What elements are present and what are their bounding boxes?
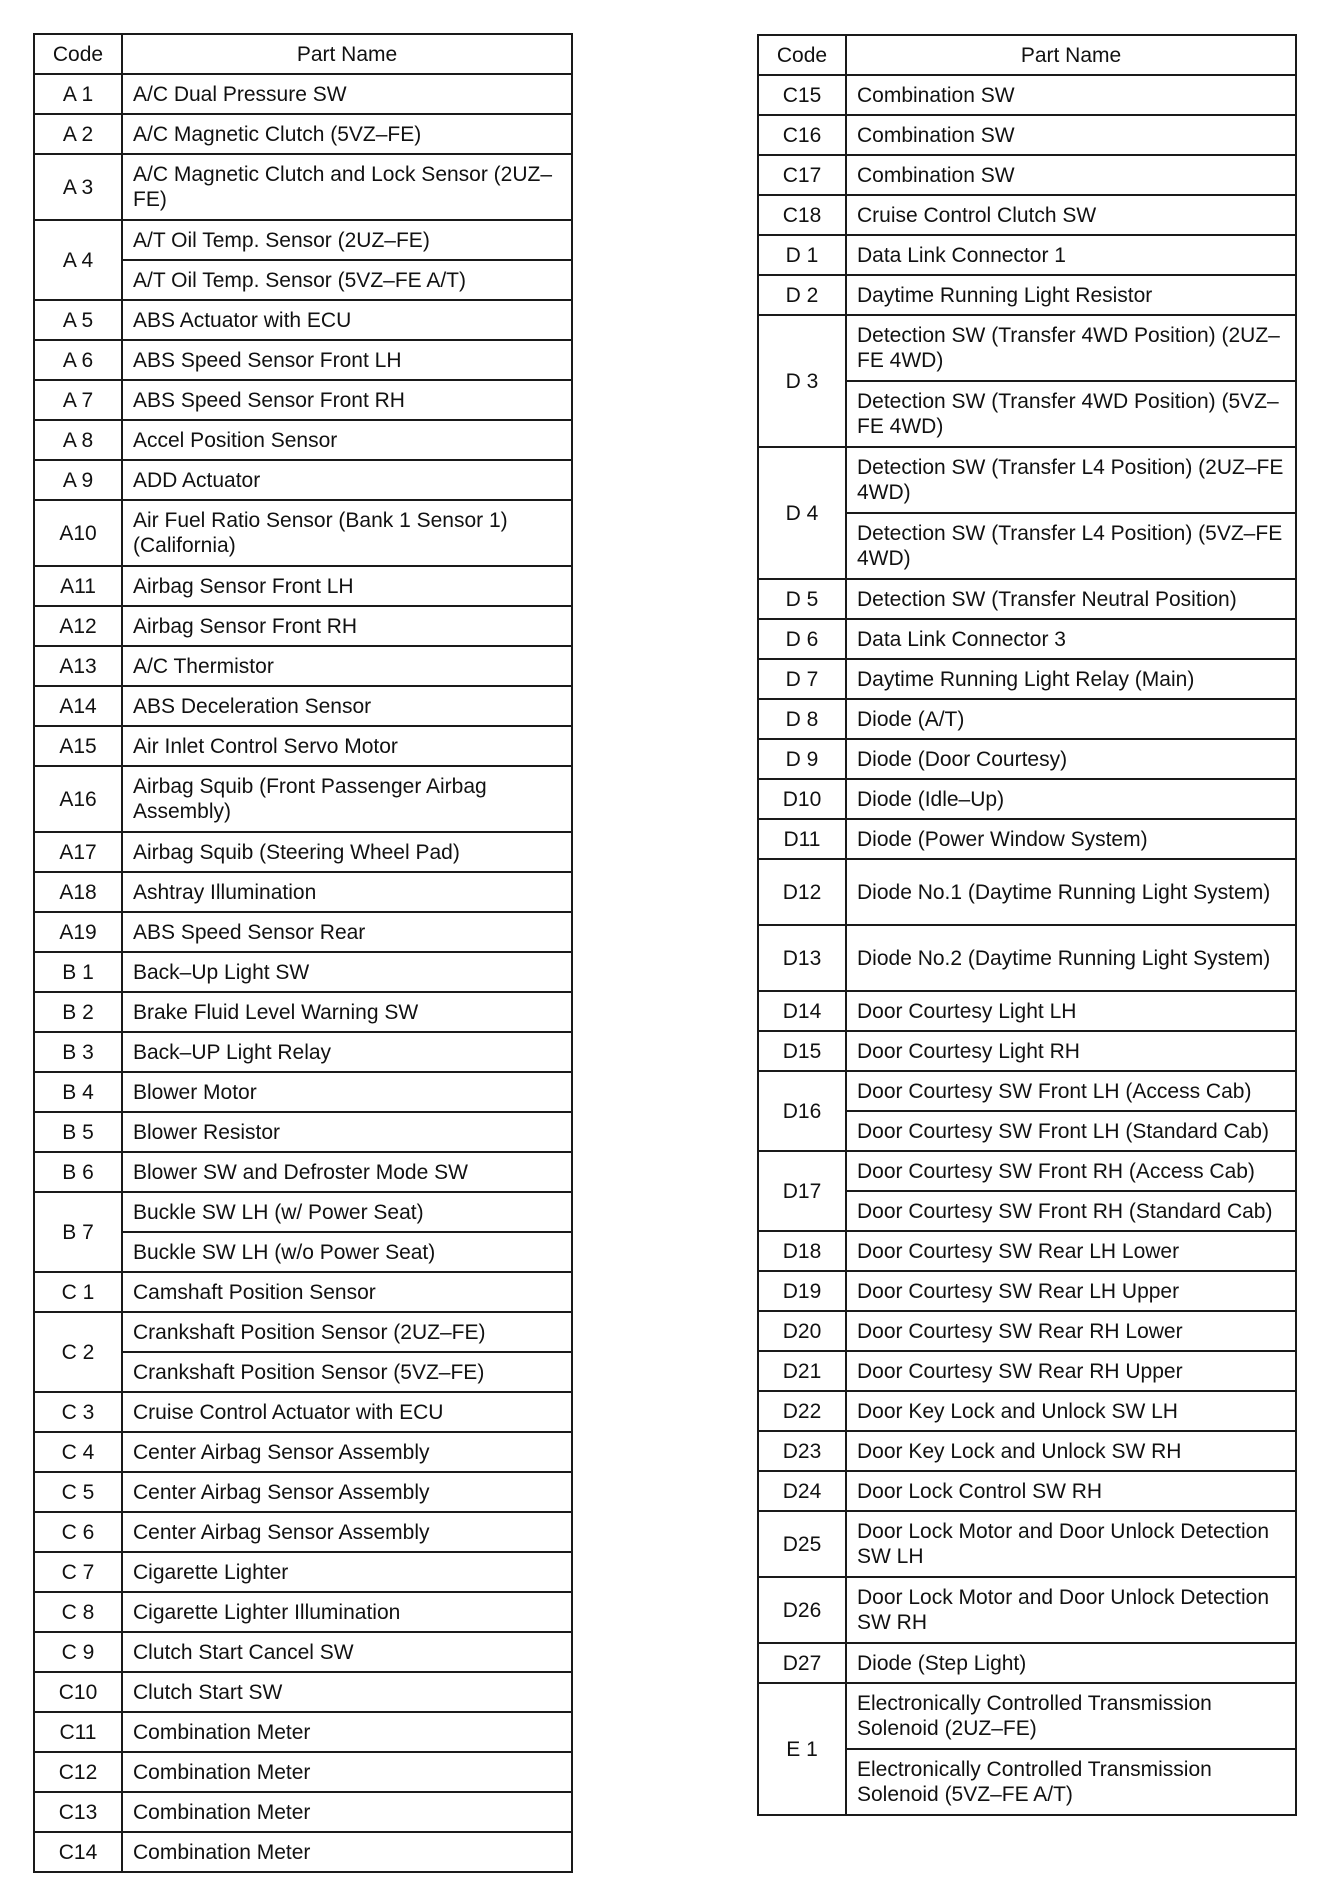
code-cell: D20 bbox=[758, 1311, 846, 1351]
table-row bbox=[758, 779, 1296, 819]
table-row bbox=[34, 380, 572, 420]
code-cell: D 1 bbox=[758, 235, 846, 275]
code-cell: C 3 bbox=[34, 1392, 122, 1432]
part-name-cell: Crankshaft Position Sensor (5VZ–FE) bbox=[122, 1352, 572, 1392]
part-name-cell: Cigarette Lighter bbox=[122, 1552, 572, 1592]
table-row bbox=[34, 114, 572, 154]
code-cell: D27 bbox=[758, 1643, 846, 1683]
part-name-header: Part Name bbox=[122, 34, 572, 74]
part-name-cell: Diode (A/T) bbox=[846, 699, 1296, 739]
code-cell: B 2 bbox=[34, 992, 122, 1032]
part-name-cell: Combination Meter bbox=[122, 1832, 572, 1872]
table-row bbox=[758, 1231, 1296, 1271]
table-row bbox=[34, 1552, 572, 1592]
code-cell: D16 bbox=[758, 1071, 846, 1151]
code-cell: A 2 bbox=[34, 114, 122, 154]
table-row bbox=[34, 646, 572, 686]
table-row bbox=[34, 832, 572, 872]
code-cell: C18 bbox=[758, 195, 846, 235]
table-row bbox=[34, 420, 572, 460]
table-row bbox=[758, 925, 1296, 991]
table-row bbox=[34, 766, 572, 832]
table-row bbox=[758, 659, 1296, 699]
part-name-cell: A/T Oil Temp. Sensor (2UZ–FE) bbox=[122, 220, 572, 260]
part-name-cell: Door Lock Motor and Door Unlock Detection SW LH bbox=[846, 1511, 1296, 1577]
part-name-cell: Door Courtesy SW Rear RH Lower bbox=[846, 1311, 1296, 1351]
table-row bbox=[758, 155, 1296, 195]
part-name-cell: Door Courtesy SW Rear LH Upper bbox=[846, 1271, 1296, 1311]
part-name-cell: Door Courtesy Light RH bbox=[846, 1031, 1296, 1071]
table-row bbox=[758, 1071, 1296, 1111]
table-row bbox=[758, 447, 1296, 513]
code-cell: A12 bbox=[34, 606, 122, 646]
part-name-cell: Crankshaft Position Sensor (2UZ–FE) bbox=[122, 1312, 572, 1352]
part-name-cell: Door Key Lock and Unlock SW LH bbox=[846, 1391, 1296, 1431]
part-name-cell: Door Courtesy SW Front LH (Standard Cab) bbox=[846, 1111, 1296, 1151]
part-name-cell: Cruise Control Clutch SW bbox=[846, 195, 1296, 235]
table-row bbox=[34, 74, 572, 114]
code-cell: C15 bbox=[758, 75, 846, 115]
part-name-cell: Blower Resistor bbox=[122, 1112, 572, 1152]
code-cell: D15 bbox=[758, 1031, 846, 1071]
code-header: Code bbox=[34, 34, 122, 74]
table-row bbox=[758, 1271, 1296, 1311]
code-cell: C13 bbox=[34, 1792, 122, 1832]
part-name-cell: Combination Meter bbox=[122, 1792, 572, 1832]
code-header: Code bbox=[758, 35, 846, 75]
code-cell: D14 bbox=[758, 991, 846, 1031]
part-name-cell: Door Courtesy Light LH bbox=[846, 991, 1296, 1031]
table-row bbox=[34, 1832, 572, 1872]
table-row bbox=[34, 1072, 572, 1112]
part-name-cell: Daytime Running Light Resistor bbox=[846, 275, 1296, 315]
code-cell: A 3 bbox=[34, 154, 122, 220]
part-name-cell: Data Link Connector 1 bbox=[846, 235, 1296, 275]
part-name-cell: Combination SW bbox=[846, 75, 1296, 115]
code-cell: D18 bbox=[758, 1231, 846, 1271]
table-row bbox=[758, 859, 1296, 925]
part-name-cell: Diode No.1 (Daytime Running Light System) bbox=[846, 859, 1296, 925]
code-cell: D22 bbox=[758, 1391, 846, 1431]
code-cell: D 2 bbox=[758, 275, 846, 315]
code-cell: A10 bbox=[34, 500, 122, 566]
part-name-cell: Electronically Controlled Transmission Solenoid (5VZ–FE A/T) bbox=[846, 1749, 1296, 1815]
part-name-cell: Clutch Start SW bbox=[122, 1672, 572, 1712]
part-name-cell: Detection SW (Transfer L4 Position) (2UZ–FE 4WD) bbox=[846, 447, 1296, 513]
table-row bbox=[34, 1712, 572, 1752]
table-row bbox=[758, 819, 1296, 859]
header-row bbox=[758, 35, 1296, 75]
table-row bbox=[34, 1112, 572, 1152]
code-cell: D13 bbox=[758, 925, 846, 991]
code-cell: A18 bbox=[34, 872, 122, 912]
table-row bbox=[758, 991, 1296, 1031]
part-name-cell: A/C Dual Pressure SW bbox=[122, 74, 572, 114]
code-cell: C14 bbox=[34, 1832, 122, 1872]
part-name-cell: Electronically Controlled Transmission Solenoid (2UZ–FE) bbox=[846, 1683, 1296, 1749]
table-row bbox=[34, 1472, 572, 1512]
code-cell: B 3 bbox=[34, 1032, 122, 1072]
code-cell: D 9 bbox=[758, 739, 846, 779]
part-name-cell: ABS Deceleration Sensor bbox=[122, 686, 572, 726]
part-name-cell: Accel Position Sensor bbox=[122, 420, 572, 460]
code-cell: D26 bbox=[758, 1577, 846, 1643]
part-name-cell: Clutch Start Cancel SW bbox=[122, 1632, 572, 1672]
table-row bbox=[758, 1351, 1296, 1391]
table-row bbox=[34, 1192, 572, 1232]
part-name-cell: Air Inlet Control Servo Motor bbox=[122, 726, 572, 766]
part-name-cell: Back–UP Light Relay bbox=[122, 1032, 572, 1072]
part-name-cell: Airbag Squib (Steering Wheel Pad) bbox=[122, 832, 572, 872]
part-name-cell: Daytime Running Light Relay (Main) bbox=[846, 659, 1296, 699]
part-name-cell: A/T Oil Temp. Sensor (5VZ–FE A/T) bbox=[122, 260, 572, 300]
part-name-cell: A/C Thermistor bbox=[122, 646, 572, 686]
table-row bbox=[34, 1032, 572, 1072]
code-cell: C10 bbox=[34, 1672, 122, 1712]
table-row bbox=[758, 1683, 1296, 1749]
part-name-cell: ABS Speed Sensor Rear bbox=[122, 912, 572, 952]
table-row bbox=[34, 1272, 572, 1312]
code-cell: E 1 bbox=[758, 1683, 846, 1815]
table-row bbox=[34, 1392, 572, 1432]
part-name-cell: Door Courtesy SW Front RH (Standard Cab) bbox=[846, 1191, 1296, 1231]
part-name-cell: Door Key Lock and Unlock SW RH bbox=[846, 1431, 1296, 1471]
table-row bbox=[758, 1471, 1296, 1511]
table-row bbox=[758, 1643, 1296, 1683]
part-name-cell: Brake Fluid Level Warning SW bbox=[122, 992, 572, 1032]
code-cell: D17 bbox=[758, 1151, 846, 1231]
table-row bbox=[758, 1577, 1296, 1643]
code-cell: D10 bbox=[758, 779, 846, 819]
code-cell: A 1 bbox=[34, 74, 122, 114]
part-name-cell: ABS Speed Sensor Front RH bbox=[122, 380, 572, 420]
code-cell: B 1 bbox=[34, 952, 122, 992]
part-name-cell: Diode (Step Light) bbox=[846, 1643, 1296, 1683]
code-cell: D 6 bbox=[758, 619, 846, 659]
part-name-cell: Airbag Sensor Front LH bbox=[122, 566, 572, 606]
table-row bbox=[34, 952, 572, 992]
code-cell: C 4 bbox=[34, 1432, 122, 1472]
code-cell: C 7 bbox=[34, 1552, 122, 1592]
part-name-cell: Door Courtesy SW Rear RH Upper bbox=[846, 1351, 1296, 1391]
table-row bbox=[34, 1152, 572, 1192]
table-row bbox=[34, 1632, 572, 1672]
part-name-cell: Buckle SW LH (w/o Power Seat) bbox=[122, 1232, 572, 1272]
table-row bbox=[34, 1312, 572, 1352]
table-row bbox=[34, 154, 572, 220]
code-cell: D 3 bbox=[758, 315, 846, 447]
parts-table-right bbox=[757, 34, 1297, 1816]
table-row bbox=[34, 726, 572, 766]
table-row bbox=[758, 1151, 1296, 1191]
table-row bbox=[34, 1512, 572, 1552]
code-cell: C12 bbox=[34, 1752, 122, 1792]
part-name-cell: Airbag Squib (Front Passenger Airbag Assembly) bbox=[122, 766, 572, 832]
left-table-body bbox=[34, 74, 572, 1872]
part-name-cell: Door Lock Control SW RH bbox=[846, 1471, 1296, 1511]
table-row bbox=[34, 606, 572, 646]
part-name-header: Part Name bbox=[846, 35, 1296, 75]
code-cell: B 5 bbox=[34, 1112, 122, 1152]
table-row bbox=[34, 872, 572, 912]
code-cell: D25 bbox=[758, 1511, 846, 1577]
part-name-cell: Center Airbag Sensor Assembly bbox=[122, 1432, 572, 1472]
table-row bbox=[34, 460, 572, 500]
table-row bbox=[758, 75, 1296, 115]
table-row bbox=[758, 235, 1296, 275]
part-name-cell: Back–Up Light SW bbox=[122, 952, 572, 992]
code-cell: D23 bbox=[758, 1431, 846, 1471]
code-cell: D12 bbox=[758, 859, 846, 925]
table-row bbox=[758, 1431, 1296, 1471]
code-cell: A17 bbox=[34, 832, 122, 872]
table-row bbox=[758, 275, 1296, 315]
parts-table-left bbox=[33, 33, 573, 1873]
code-cell: C 6 bbox=[34, 1512, 122, 1552]
right-table-body bbox=[758, 75, 1296, 1815]
code-cell: C16 bbox=[758, 115, 846, 155]
part-name-cell: Door Courtesy SW Front RH (Access Cab) bbox=[846, 1151, 1296, 1191]
table-row bbox=[34, 220, 572, 260]
header-row bbox=[34, 34, 572, 74]
code-cell: C 9 bbox=[34, 1632, 122, 1672]
code-cell: A16 bbox=[34, 766, 122, 832]
code-cell: D19 bbox=[758, 1271, 846, 1311]
part-name-cell: Detection SW (Transfer Neutral Position) bbox=[846, 579, 1296, 619]
table-row bbox=[758, 1031, 1296, 1071]
part-name-cell: Camshaft Position Sensor bbox=[122, 1272, 572, 1312]
part-name-cell: Blower Motor bbox=[122, 1072, 572, 1112]
part-name-cell: Data Link Connector 3 bbox=[846, 619, 1296, 659]
table-row bbox=[758, 1391, 1296, 1431]
table-row bbox=[758, 1511, 1296, 1577]
table-row bbox=[34, 340, 572, 380]
table-row bbox=[34, 1752, 572, 1792]
code-cell: B 4 bbox=[34, 1072, 122, 1112]
part-name-cell: Diode No.2 (Daytime Running Light System) bbox=[846, 925, 1296, 991]
code-cell: A11 bbox=[34, 566, 122, 606]
code-cell: B 6 bbox=[34, 1152, 122, 1192]
code-cell: A 8 bbox=[34, 420, 122, 460]
code-cell: A15 bbox=[34, 726, 122, 766]
part-name-cell: Door Lock Motor and Door Unlock Detection SW RH bbox=[846, 1577, 1296, 1643]
table-row bbox=[34, 300, 572, 340]
code-cell: B 7 bbox=[34, 1192, 122, 1272]
code-cell: C11 bbox=[34, 1712, 122, 1752]
code-cell: A14 bbox=[34, 686, 122, 726]
code-cell: A13 bbox=[34, 646, 122, 686]
code-cell: D 8 bbox=[758, 699, 846, 739]
code-cell: D 7 bbox=[758, 659, 846, 699]
code-cell: A 7 bbox=[34, 380, 122, 420]
part-name-cell: Diode (Idle–Up) bbox=[846, 779, 1296, 819]
code-cell: A 5 bbox=[34, 300, 122, 340]
table-row bbox=[758, 619, 1296, 659]
table-row bbox=[34, 1592, 572, 1632]
code-cell: C 8 bbox=[34, 1592, 122, 1632]
table-row bbox=[758, 1311, 1296, 1351]
table-row bbox=[34, 1792, 572, 1832]
table-row bbox=[34, 1432, 572, 1472]
table-row bbox=[34, 500, 572, 566]
part-name-cell: Combination SW bbox=[846, 115, 1296, 155]
part-name-cell: Door Courtesy SW Front LH (Access Cab) bbox=[846, 1071, 1296, 1111]
part-name-cell: ADD Actuator bbox=[122, 460, 572, 500]
code-cell: C 5 bbox=[34, 1472, 122, 1512]
table-row bbox=[758, 195, 1296, 235]
part-name-cell: Center Airbag Sensor Assembly bbox=[122, 1472, 572, 1512]
part-name-cell: Cigarette Lighter Illumination bbox=[122, 1592, 572, 1632]
part-name-cell: Ashtray Illumination bbox=[122, 872, 572, 912]
part-name-cell: A/C Magnetic Clutch (5VZ–FE) bbox=[122, 114, 572, 154]
code-cell: C17 bbox=[758, 155, 846, 195]
table-row bbox=[34, 912, 572, 952]
table-row bbox=[758, 579, 1296, 619]
table-row bbox=[758, 115, 1296, 155]
code-cell: A19 bbox=[34, 912, 122, 952]
table-row bbox=[758, 739, 1296, 779]
part-name-cell: Combination Meter bbox=[122, 1712, 572, 1752]
part-name-cell: A/C Magnetic Clutch and Lock Sensor (2UZ–FE) bbox=[122, 154, 572, 220]
code-cell: A 4 bbox=[34, 220, 122, 300]
table-row bbox=[34, 992, 572, 1032]
table-row bbox=[34, 686, 572, 726]
part-name-cell: Door Courtesy SW Rear LH Lower bbox=[846, 1231, 1296, 1271]
part-name-cell: Airbag Sensor Front RH bbox=[122, 606, 572, 646]
part-name-cell: Detection SW (Transfer L4 Position) (5VZ–FE 4WD) bbox=[846, 513, 1296, 579]
part-name-cell: Blower SW and Defroster Mode SW bbox=[122, 1152, 572, 1192]
table-row bbox=[34, 1672, 572, 1712]
part-name-cell: ABS Actuator with ECU bbox=[122, 300, 572, 340]
part-name-cell: Diode (Door Courtesy) bbox=[846, 739, 1296, 779]
code-cell: D24 bbox=[758, 1471, 846, 1511]
code-cell: A 9 bbox=[34, 460, 122, 500]
code-cell: D21 bbox=[758, 1351, 846, 1391]
part-name-cell: Cruise Control Actuator with ECU bbox=[122, 1392, 572, 1432]
table-row bbox=[758, 699, 1296, 739]
part-name-cell: Diode (Power Window System) bbox=[846, 819, 1296, 859]
table-row bbox=[34, 566, 572, 606]
part-name-cell: Buckle SW LH (w/ Power Seat) bbox=[122, 1192, 572, 1232]
code-cell: C 2 bbox=[34, 1312, 122, 1392]
code-cell: C 1 bbox=[34, 1272, 122, 1312]
code-cell: A 6 bbox=[34, 340, 122, 380]
part-name-cell: ABS Speed Sensor Front LH bbox=[122, 340, 572, 380]
part-name-cell: Combination Meter bbox=[122, 1752, 572, 1792]
part-name-cell: Air Fuel Ratio Sensor (Bank 1 Sensor 1) (California) bbox=[122, 500, 572, 566]
table-row bbox=[758, 315, 1296, 381]
code-cell: D11 bbox=[758, 819, 846, 859]
part-name-cell: Center Airbag Sensor Assembly bbox=[122, 1512, 572, 1552]
code-cell: D 4 bbox=[758, 447, 846, 579]
part-name-cell: Detection SW (Transfer 4WD Position) (5VZ–FE 4WD) bbox=[846, 381, 1296, 447]
part-name-cell: Detection SW (Transfer 4WD Position) (2UZ–FE 4WD) bbox=[846, 315, 1296, 381]
part-name-cell: Combination SW bbox=[846, 155, 1296, 195]
code-cell: D 5 bbox=[758, 579, 846, 619]
